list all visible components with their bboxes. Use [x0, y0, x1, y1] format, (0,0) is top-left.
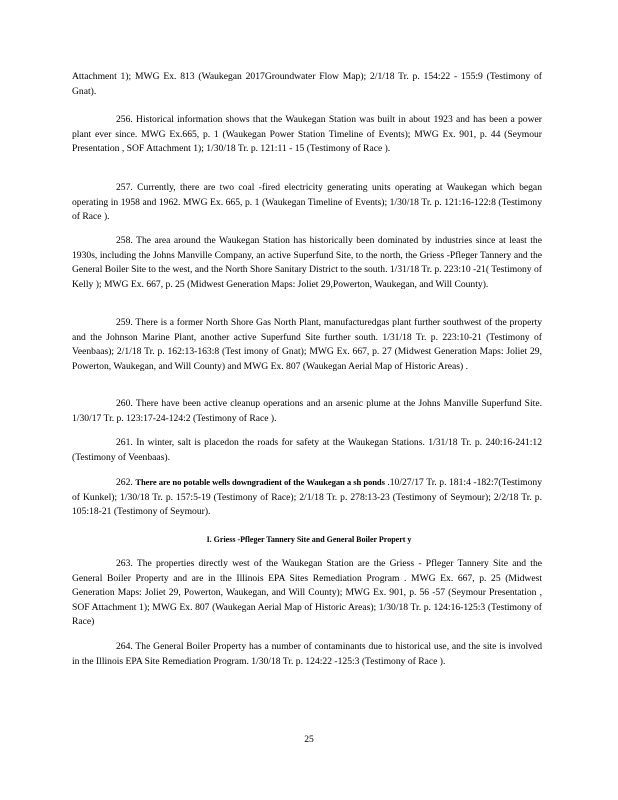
section-heading: I. Griess -Pfleger Tannery Site and General Boiler Propert y: [206, 535, 412, 544]
paragraph-262: [72, 475, 542, 520]
paragraph-262-number: 262.: [116, 477, 133, 488]
paragraph-258: 258. The area around the Waukegan Station has historically been dominated by industries since at least the 1930s, including the Johns Manville Company, an active Superfund Site, to the north, the Griess -Pfleger Tannery and the General Boiler Site to the west, and the North Shore Sanitary District to the south. 1/31/18 Tr. p. 223:10 -21( Testimony of Kelly ); MWG Ex. 667, p. 25 (Midwest Generation Maps: Joliet 29,Powerton, Waukegan, and Will County).: [72, 235, 542, 290]
page-number: 25: [304, 734, 314, 745]
paragraph-264: 264. The General Boiler Property has a number of contaminants due to historical use, and the site is involved in the Illinois EPA Site Remediation Program. 1/30/18 Tr. p. 124:22 -125:3 (Testimony of Race ).: [72, 641, 542, 667]
paragraph-262-citations: .10/27/17 Tr. p. 181:4 -182:7(Testimony of Kunkel); 1/30/18 Tr. p. 157:5-19 (Testimony of Race); 2/1/18 Tr. p. 278:13-23 (Testimony of Seymour); 2/2/18 Tr. p. 105:18-21 (Testimony of Seymour).: [72, 477, 542, 517]
paragraph-263: 263. The properties directly west of the Waukegan Station are the Griess - Pfleger Tannery Site and the General Boiler Property and are in the Illinois EPA Sites Remediation Program . MWG Ex. 667, p. 25 (Midwest Generation Maps: Joliet 29, Powerton, Waukegan, and Will County); MWG Ex. 901, p. 56 -57 (Seymour Presentation , SOF Attachment 1); MWG Ex. 807 (Waukegan Aerial Map of Historic Areas); 1/30/18 Tr. p. 124:16-125:3 (Testimony of Race): [72, 558, 542, 627]
paragraph-continuation: Attachment 1); MWG Ex. 813 (Waukegan 2017Groundwater Flow Map); 2/1/18 Tr. p. 154:22 - 155:9 (Testimony of Gnat).: [72, 71, 542, 97]
paragraph-259: 259. There is a former North Shore Gas North Plant, manufacturedgas plant further southwest of the property and the Johnson Marine Plant, another active Superfund Site further south. 1/31/18 Tr. p. 223:10-21 (Testimony of Veenbaas); 2/1/18 Tr. p. 162:13-163:8 (Test imony of Gnat); MWG Ex. 667, p. 27 (Midwest Generation Maps: Joliet 29, Powerton, Waukegan, and Will County) and MWG Ex. 807 (Waukegan Aerial Map of Historic Areas) .: [72, 317, 542, 372]
paragraph-262-emphasis: There are no potable wells downgradient of the Waukegan a sh ponds: [135, 477, 385, 487]
paragraph-261: 261. In winter, salt is placedon the roads for safety at the Waukegan Stations. 1/31/18 Tr. p. 240:16-241:12 (Testimony of Veenbaas).: [72, 437, 542, 463]
paragraph-256: 256. Historical information shows that the Waukegan Station was built in about 1923 and has been a power plant ever since. MWG Ex.665, p. 1 (Waukegan Power Station Timeline of Events); MWG Ex. 901, p. 44 (Seymour Presentation , SOF Attachment 1); 1/30/18 Tr. p. 121:11 - 15 (Testimony of Race ).: [72, 114, 542, 154]
paragraph-260: 260. There have been active cleanup operations and an arsenic plume at the Johns Manville Superfund Site. 1/30/17 Tr. p. 123:17-24-124:2 (Testimony of Race ).: [72, 398, 542, 424]
paragraph-257: 257. Currently, there are two coal -fired electricity generating units operating at Waukegan which began operating in 1958 and 1962. MWG Ex. 665, p. 1 (Waukegan Timeline of Events); 1/30/18 Tr. p. 121:16-122:8 (Testimony of Race ).: [72, 182, 542, 222]
